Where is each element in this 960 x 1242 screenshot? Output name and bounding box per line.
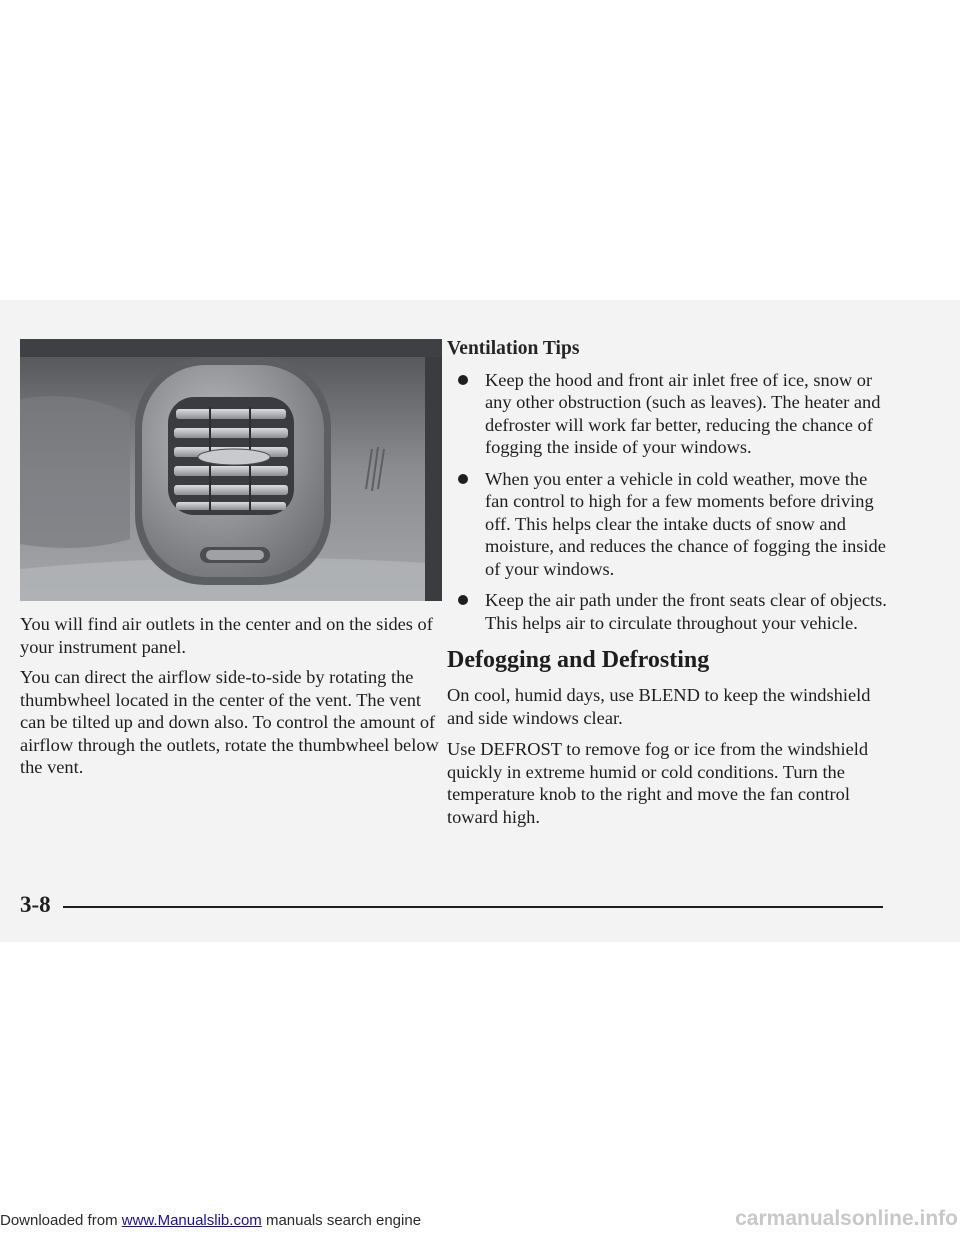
- ventilation-tips-heading: Ventilation Tips: [447, 338, 580, 359]
- page-number: 3-8: [20, 892, 51, 917]
- airflow-direction-paragraph: You can direct the airflow side-to-side by rotating the thumbwheel located in the center of the vent. The vent can be tilted up and down also. To control the amount of airflow through the outlets, rotate the thumbwheel below the vent.: [20, 667, 439, 777]
- watermark-prefix: Downloaded from: [0, 1212, 122, 1229]
- watermark-suffix: manuals search engine: [261, 1212, 422, 1229]
- list-item: [447, 369, 887, 459]
- left-column: [20, 613, 440, 787]
- site-watermark: carmanualsonline.info: [735, 1207, 958, 1230]
- tip-text: Keep the air path under the front seats clear of objects. This helps air to circulate throughout your vehicle.: [485, 590, 887, 633]
- blend-paragraph: On cool, humid days, use BLEND to keep the windshield and side windows clear.: [447, 685, 871, 728]
- vent-illustration: [20, 339, 442, 601]
- download-watermark: [0, 1212, 421, 1229]
- list-item: [447, 589, 887, 634]
- list-item: [447, 468, 887, 581]
- bullet-icon: [458, 595, 468, 605]
- air-outlets-paragraph: You will find air outlets in the center and on the sides of your instrument panel.: [20, 614, 433, 657]
- manualslib-link[interactable]: www.Manualslib.com: [121, 1212, 262, 1229]
- right-column: [447, 338, 887, 837]
- defrost-paragraph: Use DEFROST to remove fog or ice from the windshield quickly in extreme humid or cold conditions. Turn the temperature knob to the right and move the fan control toward high.: [447, 739, 869, 827]
- tip-text: Keep the hood and front air inlet free of ice, snow or any other obstruction (such as leaves). The heater and defroster will work far better, reducing the chance of fogging the inside of your windows.: [485, 369, 881, 457]
- bullet-icon: [458, 474, 468, 484]
- tip-text: When you enter a vehicle in cold weather, move the fan control to high for a few moments before driving off. This helps clear the intake ducts of snow and moisture, and reduces the chance of fogging the inside of your windows.: [485, 468, 886, 579]
- bullet-icon: [458, 375, 468, 385]
- ventilation-tips-list: [447, 369, 887, 635]
- defogging-heading: Defogging and Defrosting: [447, 647, 710, 673]
- air-outlet-photo: [20, 339, 442, 601]
- defogging-body: [447, 684, 887, 828]
- footer-divider: [63, 906, 883, 908]
